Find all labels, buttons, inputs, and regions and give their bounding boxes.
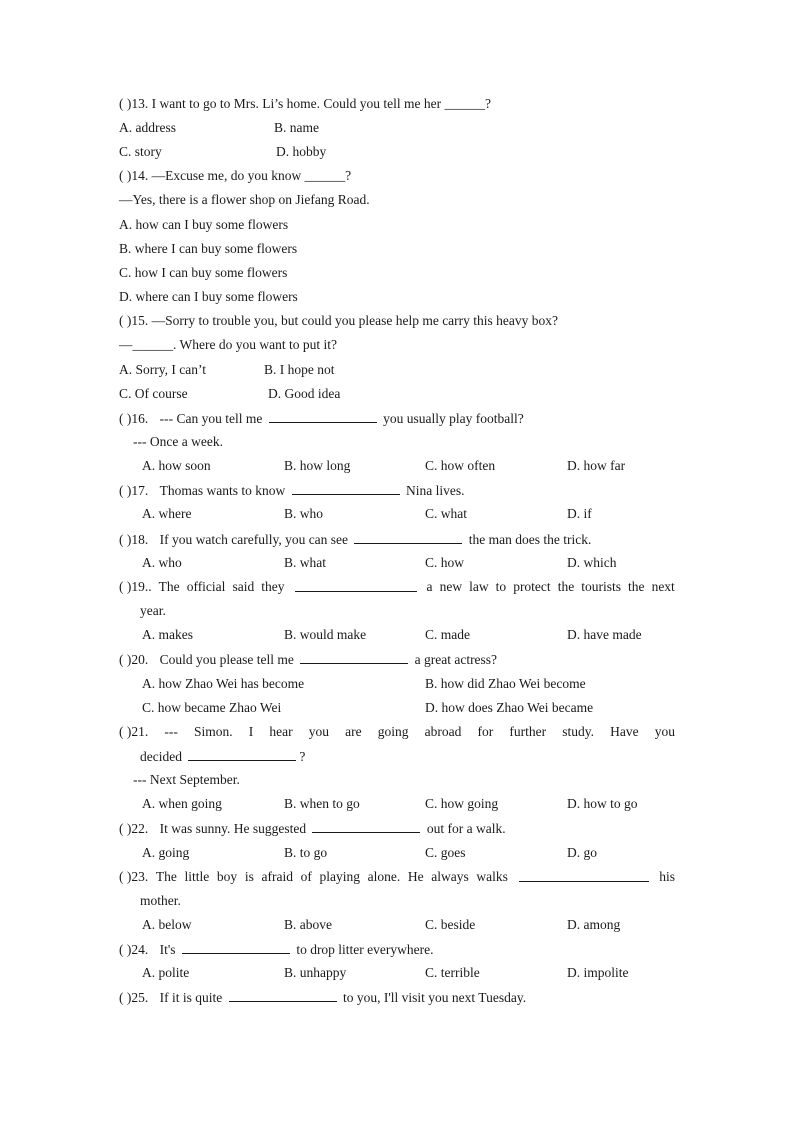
question-14-stem: ( )14. —Excuse me, do you know ______? — [119, 168, 352, 183]
question-text: to you, I'll visit you next Tuesday. — [343, 990, 527, 1005]
option-b: B. unhappy — [284, 965, 347, 980]
option-a: A. polite — [142, 965, 190, 980]
option-a: A. where — [142, 506, 192, 521]
word: law — [469, 579, 489, 594]
question-text: decided — [140, 749, 182, 764]
option-a: A. Sorry, I can’t — [119, 362, 206, 377]
word: alone. — [367, 869, 401, 884]
option-b: B. who — [284, 506, 324, 521]
question-text: --- Can you tell me — [159, 411, 263, 426]
question-number: ( )23. — [119, 869, 149, 884]
word: walks — [476, 869, 508, 884]
option-a: A. when going — [142, 796, 222, 811]
word: further — [509, 724, 547, 739]
question-text: ? — [299, 749, 306, 764]
word: you — [654, 724, 675, 739]
question-number: ( )17. — [119, 483, 149, 498]
answer-blank — [312, 820, 420, 833]
word: afraid — [261, 869, 293, 884]
answer-blank — [292, 482, 400, 495]
option-d: D. where can I buy some flowers — [119, 289, 298, 304]
dialogue-reply: —______. Where do you want to put it? — [119, 337, 337, 352]
option-b: B. to go — [284, 845, 328, 860]
question-text: It was sunny. He suggested — [159, 821, 307, 836]
option-c: C. how — [425, 555, 465, 570]
word: you — [308, 724, 329, 739]
word: his — [659, 869, 675, 884]
question-24-stem — [119, 941, 434, 958]
option-d: D. if — [567, 506, 592, 521]
word: little — [184, 869, 210, 884]
option-a: A. who — [142, 555, 182, 570]
question-18-stem — [119, 531, 591, 548]
question-text: to drop litter everywhere. — [296, 942, 434, 957]
option-d: D. how does Zhao Wei became — [425, 700, 594, 715]
question-23-stem — [119, 869, 675, 885]
question-text: a great actress? — [414, 652, 498, 667]
option-c: C. story — [119, 144, 162, 159]
word: is — [244, 869, 254, 884]
option-c: C. how became Zhao Wei — [142, 700, 282, 715]
option-b: B. above — [284, 917, 332, 932]
word: The — [155, 869, 177, 884]
question-25-stem — [119, 989, 526, 1006]
word: protect — [513, 579, 551, 594]
word: new — [439, 579, 463, 594]
question-text: If it is quite — [159, 990, 223, 1005]
question-text: out for a walk. — [426, 821, 506, 836]
option-b: B. would make — [284, 627, 367, 642]
answer-blank — [519, 869, 649, 882]
answer-blank — [229, 989, 337, 1002]
option-c: C. terrible — [425, 965, 480, 980]
word: for — [477, 724, 494, 739]
question-text: If you watch carefully, you can see — [159, 532, 349, 547]
word: of — [300, 869, 312, 884]
option-b: B. what — [284, 555, 326, 570]
option-d: D. how far — [567, 458, 626, 473]
option-a: A. below — [142, 917, 192, 932]
option-b: B. how did Zhao Wei become — [425, 676, 586, 691]
word: He — [407, 869, 424, 884]
option-d: D. among — [567, 917, 621, 932]
option-a: A. how soon — [142, 458, 211, 473]
word: official — [186, 579, 226, 594]
option-c: C. beside — [425, 917, 476, 932]
answer-blank — [182, 941, 290, 954]
question-21-continuation — [140, 748, 305, 765]
dialogue-reply: --- Next September. — [133, 772, 240, 787]
word: --- — [164, 724, 178, 739]
answer-blank — [188, 748, 296, 761]
word: abroad — [424, 724, 462, 739]
word: Have — [610, 724, 639, 739]
question-20-stem — [119, 651, 497, 668]
word: hear — [269, 724, 293, 739]
question-number: ( )19.. — [119, 579, 152, 594]
word: next — [651, 579, 675, 594]
dialogue-reply: —Yes, there is a flower shop on Jiefang Road. — [119, 192, 370, 207]
option-a: A. address — [119, 120, 176, 135]
question-21-stem — [119, 724, 675, 740]
question-number: ( )21. — [119, 724, 149, 739]
question-23-continuation: mother. — [140, 893, 181, 908]
question-text: the man does the trick. — [468, 532, 592, 547]
word: boy — [216, 869, 238, 884]
option-b: B. how long — [284, 458, 351, 473]
option-c: C. how I can buy some flowers — [119, 265, 288, 280]
option-c: C. what — [425, 506, 467, 521]
question-number: ( )24. — [119, 942, 149, 957]
answer-blank — [354, 531, 462, 544]
option-d: D. which — [567, 555, 617, 570]
option-d: D. impolite — [567, 965, 629, 980]
option-d: D. hobby — [276, 144, 327, 159]
question-text: Thomas wants to know — [159, 483, 286, 498]
question-number: ( )22. — [119, 821, 149, 836]
option-d: D. go — [567, 845, 597, 860]
question-number: ( )20. — [119, 652, 149, 667]
option-d: D. have made — [567, 627, 642, 642]
answer-blank — [269, 410, 377, 423]
word: to — [495, 579, 507, 594]
option-b: B. where I can buy some flowers — [119, 241, 298, 256]
question-13-stem: ( )13. I want to go to Mrs. Li’s home. Could you tell me her ______? — [119, 96, 491, 111]
question-16-stem — [119, 410, 524, 427]
option-a: A. how can I buy some flowers — [119, 217, 289, 232]
question-19-stem — [119, 579, 675, 595]
option-c: C. made — [425, 627, 470, 642]
option-c: C. how often — [425, 458, 496, 473]
question-15-stem: ( )15. —Sorry to trouble you, but could you please help me carry this heavy box? — [119, 313, 559, 328]
word: going — [377, 724, 409, 739]
question-number: ( )18. — [119, 532, 149, 547]
word: the — [628, 579, 645, 594]
option-b: B. name — [274, 120, 319, 135]
option-a: A. going — [142, 845, 190, 860]
word: The — [158, 579, 180, 594]
word: study. — [562, 724, 594, 739]
question-text: It's — [159, 942, 176, 957]
option-c: C. goes — [425, 845, 466, 860]
option-a: A. how Zhao Wei has become — [142, 676, 305, 691]
question-17-stem — [119, 482, 465, 499]
word: always — [431, 869, 469, 884]
word: a — [426, 579, 433, 594]
option-a: A. makes — [142, 627, 193, 642]
word: said — [232, 579, 255, 594]
word: playing — [319, 869, 360, 884]
question-text: Nina lives. — [406, 483, 465, 498]
question-number: ( )25. — [119, 990, 149, 1005]
answer-blank — [300, 651, 408, 664]
word: are — [345, 724, 362, 739]
question-19-continuation: year. — [140, 603, 166, 618]
word: the — [557, 579, 575, 594]
dialogue-reply: --- Once a week. — [133, 434, 223, 449]
question-text: Could you please tell me — [159, 652, 294, 667]
option-c: C. Of course — [119, 386, 188, 401]
question-number: ( )16. — [119, 411, 149, 426]
option-d: D. how to go — [567, 796, 638, 811]
word: Simon. — [194, 724, 233, 739]
option-c: C. how going — [425, 796, 499, 811]
question-22-stem — [119, 820, 506, 837]
word: tourists — [581, 579, 621, 594]
option-b: B. I hope not — [264, 362, 335, 377]
word: they — [261, 579, 285, 594]
word: I — [248, 724, 254, 739]
option-b: B. when to go — [284, 796, 360, 811]
option-d: D. Good idea — [268, 386, 341, 401]
answer-blank — [295, 579, 417, 592]
question-text: you usually play football? — [383, 411, 524, 426]
